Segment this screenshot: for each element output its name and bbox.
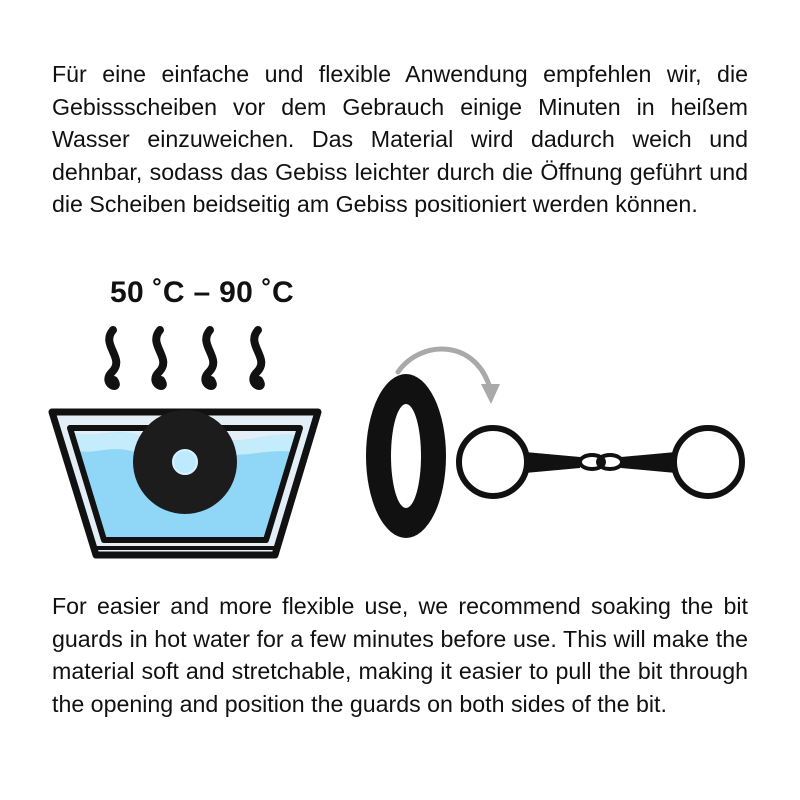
instruction-text-german: Für eine einfache und flexible Anwendung empfehlen wir, die Gebissscheiben vor dem Gebrauch einige Minuten in heißem Wasser einzuweichen. Das Material wird dadurch weich und dehnbar, sodass das Gebiss leichter durch die Öffnung geführt und die Scheiben beidseitig am Gebiss positioniert werden können. [52, 61, 748, 217]
instruction-text-english: For easier and more flexible use, we recommend soaking the bit guards in hot water for a few minutes before use. This will make the material soft and stretchable, making it easier to pull the bit through the opening and position the guards on both sides of the bit. [52, 593, 748, 717]
bit-guard-ring-icon [366, 374, 446, 538]
temperature-label: 50 ˚C – 90 ˚C [110, 276, 294, 309]
bit-guard-disc-icon [133, 410, 237, 514]
snaffle-bit-icon [459, 428, 742, 496]
steam-icon [108, 330, 261, 386]
